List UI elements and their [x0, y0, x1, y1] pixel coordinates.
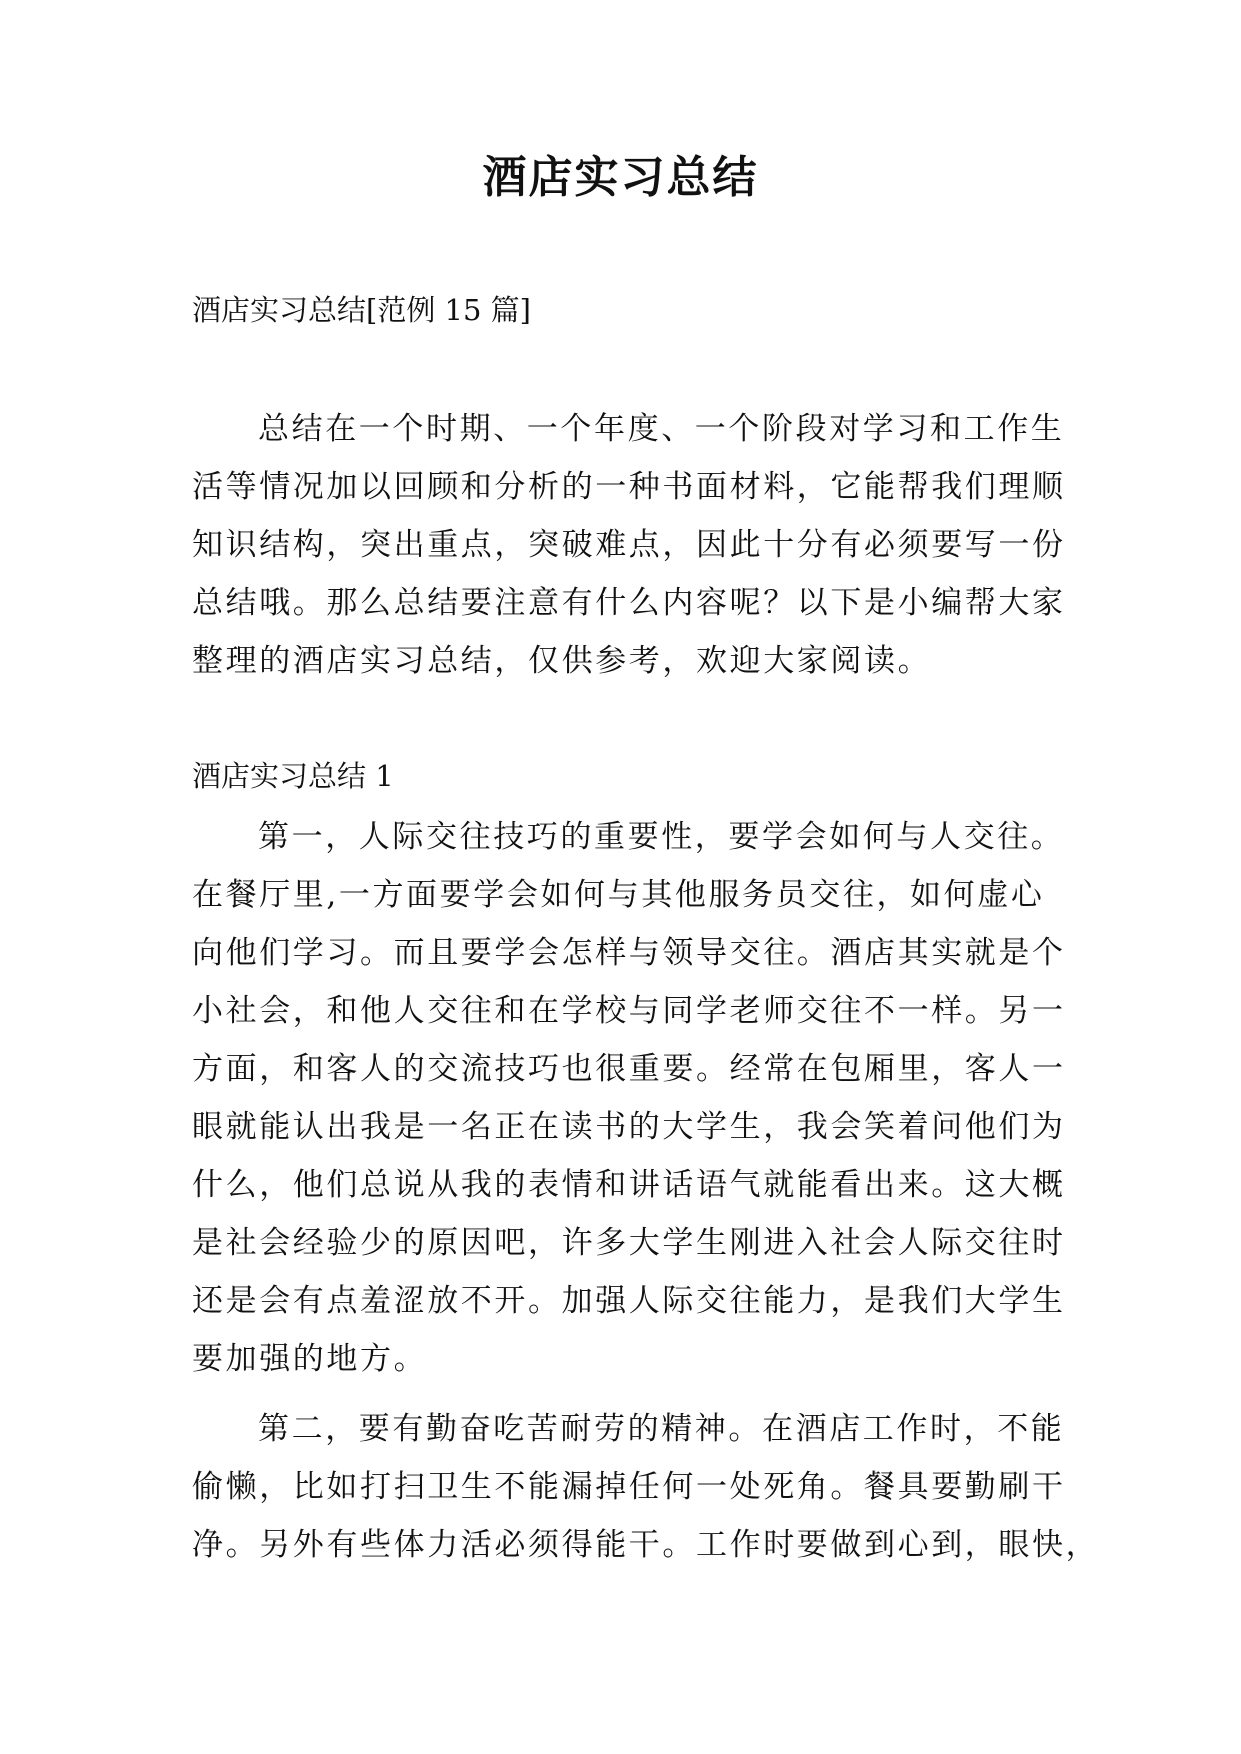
paragraph-line: 净。另外有些体力活必须得能干。工作时要做到心到，眼快， — [192, 1527, 1100, 1563]
paragraph-line: 小社会，和他人交往和在学校与同学老师交往不一样。另一 — [192, 993, 1066, 1029]
paragraph-line: 方面，和客人的交流技巧也很重要。经常在包厢里，客人一 — [192, 1051, 1066, 1087]
paragraph-line: 第一，人际交往技巧的重要性，要学会如何与人交往。 — [258, 819, 1065, 855]
paragraph-line: 眼就能认出我是一名正在读书的大学生，我会笑着问他们为 — [192, 1109, 1066, 1145]
section-heading: 酒店实习总结 1 — [192, 759, 394, 793]
body-paragraph-2 — [192, 1400, 1099, 1574]
intro-line: 整理的酒店实习总结，仅供参考，欢迎大家阅读。 — [192, 643, 932, 679]
intro-paragraph — [192, 400, 1066, 690]
intro-line: 活等情况加以回顾和分析的一种书面材料，它能帮我们理顺 — [192, 469, 1066, 505]
intro-line: 知识结构，突出重点，突破难点，因此十分有必须要写一份 — [192, 527, 1066, 563]
paragraph-line: 第二，要有勤奋吃苦耐劳的精神。在酒店工作时，不能 — [258, 1411, 1065, 1447]
intro-line: 总结哦。那么总结要注意有什么内容呢？以下是小编帮大家 — [192, 585, 1066, 621]
paragraph-line: 要加强的地方。 — [192, 1341, 428, 1377]
paragraph-line: 向他们学习。而且要学会怎样与领导交往。酒店其实就是个 — [192, 935, 1066, 971]
document-title: 酒店实习总结 — [482, 152, 759, 203]
body-paragraph-1 — [192, 808, 1066, 1388]
intro-line: 总结在一个时期、一个年度、一个阶段对学习和工作生 — [258, 411, 1065, 447]
paragraph-line: 是社会经验少的原因吧，许多大学生刚进入社会人际交往时 — [192, 1225, 1066, 1261]
paragraph-line: 在餐厅里,一方面要学会如何与其他服务员交往，如何虚心 — [192, 877, 1045, 913]
paragraph-line: 偷懒，比如打扫卫生不能漏掉任何一处死角。餐具要勤刷干 — [192, 1469, 1066, 1505]
paragraph-line: 还是会有点羞涩放不开。加强人际交往能力，是我们大学生 — [192, 1283, 1066, 1319]
document-subtitle: 酒店实习总结[范例 15 篇] — [192, 293, 531, 327]
paragraph-line: 什么，他们总说从我的表情和讲话语气就能看出来。这大概 — [192, 1167, 1066, 1203]
